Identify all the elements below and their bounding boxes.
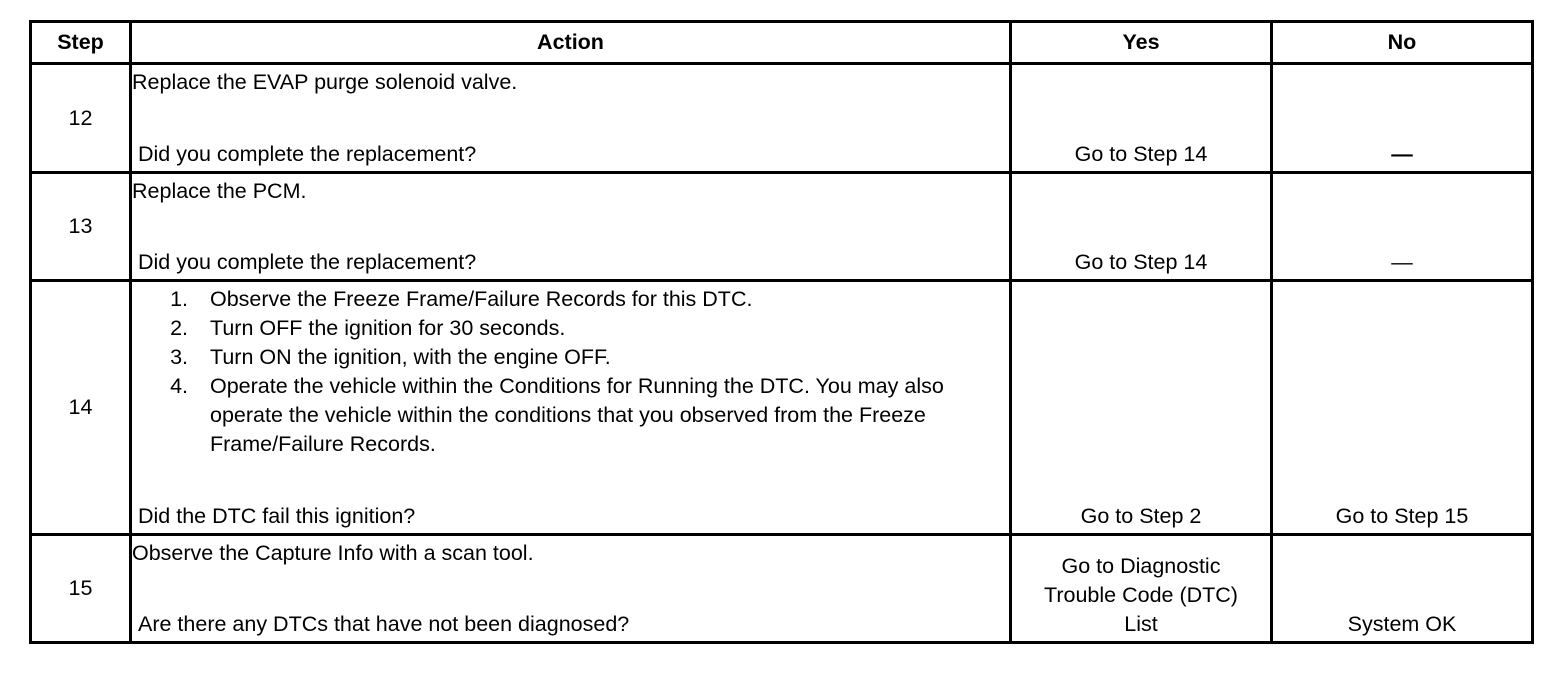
- action-cell: [131, 173, 1011, 281]
- header-row: [31, 22, 1533, 64]
- list-item-text: Turn OFF the ignition for 30 seconds.: [210, 316, 566, 340]
- action-cell: [131, 281, 1011, 535]
- yes-link[interactable]: Go to Step 2: [1080, 504, 1202, 528]
- action-question: Are there any DTCs that have not been diagnosed?: [138, 612, 630, 636]
- step-number: 13: [31, 173, 131, 281]
- diagnostic-table: [29, 20, 1534, 644]
- list-item: [132, 343, 1009, 372]
- no-link[interactable]: Go to Step 15: [1335, 504, 1469, 528]
- list-item-number: 3.: [170, 345, 188, 369]
- action-cell: [131, 64, 1011, 173]
- action-steps-list: [132, 282, 1009, 459]
- yes-link[interactable]: [1044, 552, 1238, 641]
- list-item: [132, 314, 1009, 343]
- list-item-text: Turn ON the ignition, with the engine OFF.: [210, 345, 611, 369]
- step-number: 14: [31, 281, 131, 535]
- yes-link[interactable]: Go to Step 14: [1074, 250, 1208, 274]
- yes-cell: [1011, 281, 1272, 535]
- step-number: 15: [31, 535, 131, 643]
- table-row: [31, 64, 1533, 173]
- no-value: System OK: [1347, 612, 1457, 636]
- header-step: Step: [31, 22, 131, 64]
- list-item: [132, 285, 1009, 314]
- no-cell: [1272, 281, 1533, 535]
- header-action: Action: [131, 22, 1011, 64]
- list-item-number: 1.: [170, 287, 188, 311]
- yes-link[interactable]: Go to Step 14: [1074, 142, 1208, 166]
- yes-link-line: Go to Diagnostic: [1061, 554, 1221, 578]
- action-text: Observe the Capture Info with a scan tool.: [132, 541, 534, 565]
- list-item-text: Observe the Freeze Frame/Failure Records for this DTC.: [210, 287, 753, 311]
- yes-cell: [1011, 64, 1272, 173]
- no-cell: [1272, 64, 1533, 173]
- action-text: Replace the EVAP purge solenoid valve.: [132, 70, 518, 94]
- action-question: Did you complete the replacement?: [138, 250, 477, 274]
- no-cell: [1272, 535, 1533, 643]
- no-value: —: [1391, 250, 1413, 274]
- action-question: Did the DTC fail this ignition?: [138, 504, 416, 528]
- header-yes: Yes: [1011, 22, 1272, 64]
- table-row: [31, 281, 1533, 535]
- header-no: No: [1272, 22, 1533, 64]
- list-item-text: Operate the vehicle within the Conditions for Running the DTC. You may also operate the vehicle within the conditions that you observed from the Freeze Frame/Failure Records.: [210, 374, 944, 456]
- no-cell: [1272, 173, 1533, 281]
- no-value: —: [1391, 142, 1413, 166]
- action-text: Replace the PCM.: [132, 179, 307, 203]
- list-item-number: 4.: [170, 374, 188, 398]
- yes-cell: [1011, 173, 1272, 281]
- yes-cell: [1011, 535, 1272, 643]
- yes-link-line: Trouble Code (DTC): [1044, 583, 1238, 607]
- yes-link-line: List: [1124, 612, 1158, 636]
- list-item-number: 2.: [170, 316, 188, 340]
- table-row: [31, 535, 1533, 643]
- action-question: Did you complete the replacement?: [138, 142, 477, 166]
- action-cell: [131, 535, 1011, 643]
- list-item: [132, 372, 1009, 459]
- step-number: 12: [31, 64, 131, 173]
- table-row: [31, 173, 1533, 281]
